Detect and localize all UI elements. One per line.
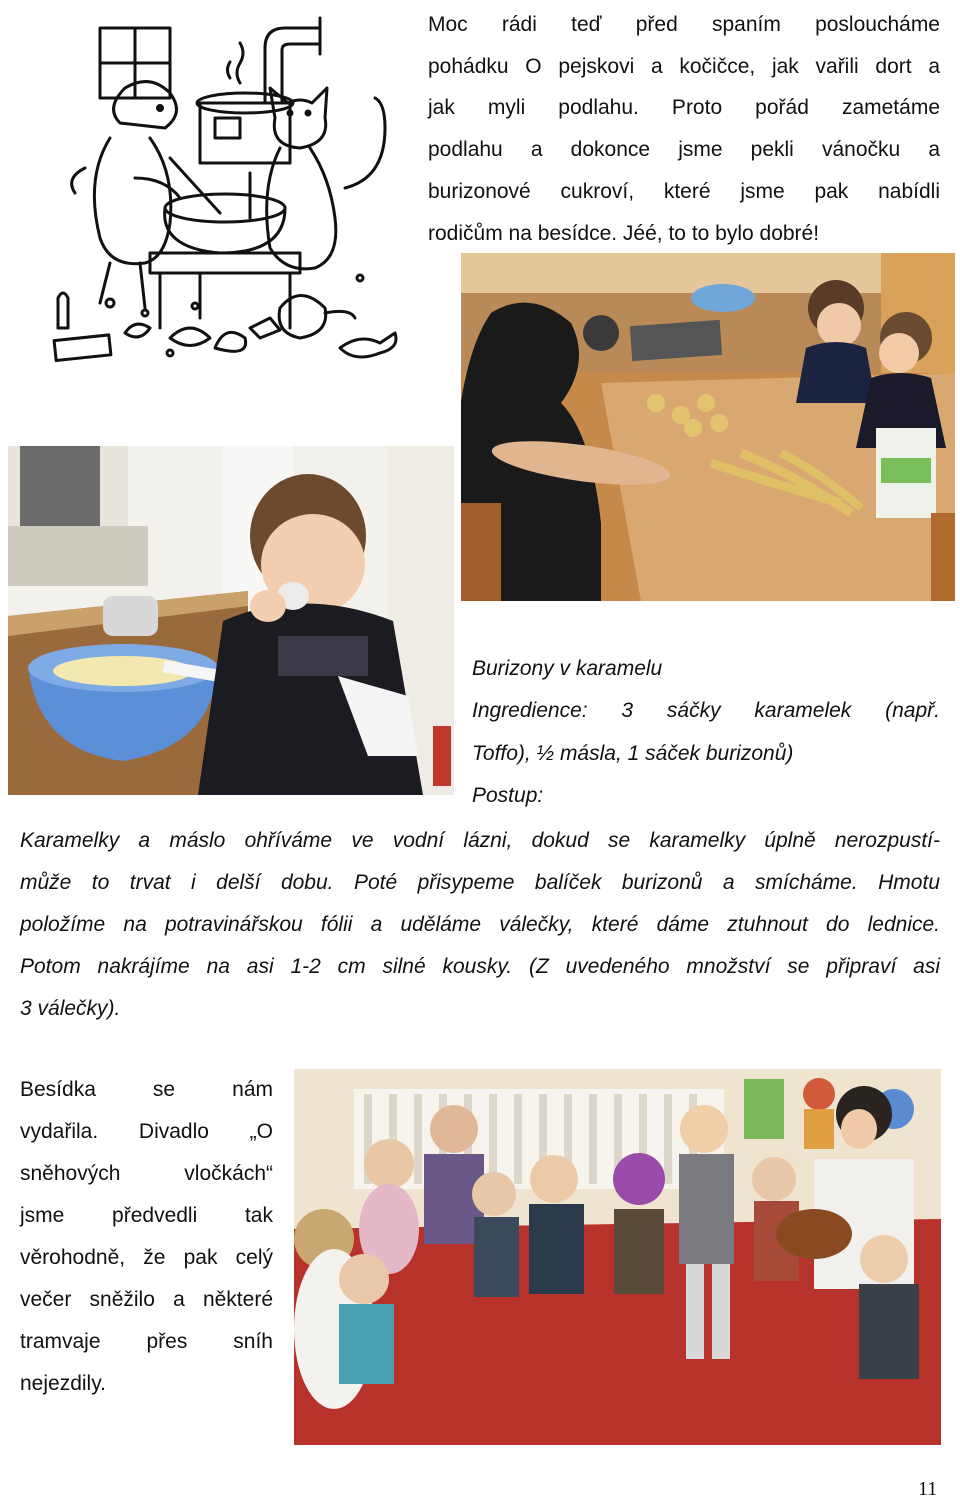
recipe-method-label: Postup: bbox=[472, 784, 544, 807]
kitchen-boy-photo bbox=[8, 446, 454, 795]
intro-paragraph bbox=[428, 4, 940, 254]
besidka-line: jsme předvedli tak bbox=[20, 1204, 273, 1227]
recipe-method-line: může to trvat i delší dobu. Poté přisypeme balíček burizonů a smícháme. Hmotu bbox=[20, 871, 940, 894]
recipe-method-line: položíme na potravinářskou fólii a uděláme válečky, které dáme ztuhnout do lednice. bbox=[20, 913, 940, 936]
besidka-line: nejezdily. bbox=[20, 1372, 106, 1395]
besidka-line: věrohodně, že pak celý bbox=[20, 1246, 273, 1269]
intro-line: rodičům na besídce. Jéé, to to bylo dobré! bbox=[428, 221, 820, 245]
intro-line: pohádku O pejskovi a kočičce, jak vařili dort a bbox=[428, 54, 940, 78]
performance-photo bbox=[294, 1069, 941, 1445]
dog-and-cat-cooking-illustration bbox=[50, 8, 405, 370]
besidka-line: sněhových vločkách“ bbox=[20, 1162, 273, 1185]
baking-photo bbox=[461, 253, 955, 601]
recipe-method-paragraph bbox=[20, 820, 940, 1030]
intro-line: podlahu a dokonce jsme pekli vánočku a bbox=[428, 138, 940, 162]
recipe-ingredients-line bbox=[472, 696, 940, 726]
besidka-line: vydařila. Divadlo „O bbox=[20, 1120, 273, 1143]
recipe-ingredients-text: Ingredience: 3 sáčky karamelek (např. bbox=[472, 699, 940, 722]
intro-line: jak myli podlahu. Proto pořád zametáme bbox=[428, 96, 940, 120]
recipe-ingredients-line-2: Toffo), ½ másla, 1 sáček burizonů) bbox=[472, 742, 794, 765]
recipe-method-line: Karamelky a máslo ohříváme ve vodní lázni, dokud se karamelky úplně nerozpustí- bbox=[20, 829, 940, 852]
recipe-method-line: Potom nakrájíme na asi 1-2 cm silné kousky. (Z uvedeného množství se připraví asi bbox=[20, 955, 940, 978]
recipe-method-line: 3 válečky). bbox=[20, 997, 121, 1020]
intro-line: burizonové cukroví, které jsme pak nabídli bbox=[428, 179, 940, 203]
besidka-line: tramvaje přes sníh bbox=[20, 1330, 273, 1353]
page-number: 11 bbox=[918, 1478, 938, 1500]
besidka-paragraph bbox=[20, 1069, 273, 1405]
recipe-title: Burizony v karamelu bbox=[472, 657, 663, 680]
besidka-line: Besídka se nám bbox=[20, 1078, 273, 1101]
intro-line: Moc rádi teď před spaním posloucháme bbox=[428, 13, 940, 36]
besidka-line: večer sněžilo a některé bbox=[20, 1288, 273, 1311]
